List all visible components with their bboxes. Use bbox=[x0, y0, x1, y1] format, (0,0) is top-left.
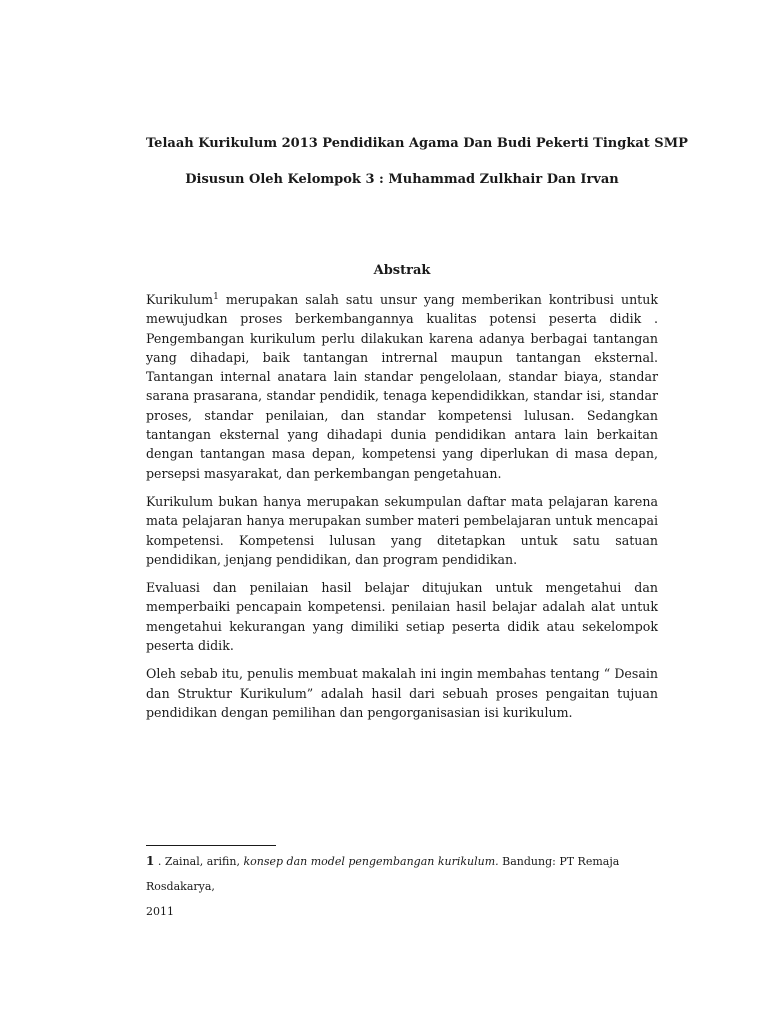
abstract-body bbox=[146, 290, 658, 731]
footnote-number: 1 bbox=[146, 854, 155, 868]
abstract-paragraph-4: Oleh sebab itu, penulis membuat makalah ini ingin membahas tentang “ Desain dan Struktur Kurikulum” adalah hasil dari sebuah proses pengaitan tujuan pendidikan dengan pemilihan dan pengorganisasian isi kurikulum. bbox=[146, 666, 658, 720]
paragraph-text: merupakan salah satu unsur yang memberikan kontribusi untuk mewujudkan proses berkembangannya kualitas potensi peserta didik . Pengembangan kurikulum perlu dilakukan karena adanya berbagai tantangan yang dihadapi, baik tantangan intrernal maupun tantangan eksternal. Tantangan internal anatara lain standar pengelolaan, standar biaya, standar sarana prasarana, standar pendidik, tenaga kependidikkan, standar isi, standar proses, standar penilaian, dan standar kompetensi lulusan. Sedangkan tantangan eksternal yang dihadapi dunia pendidikan antara lain berkaitan dengan tantangan masa depan, kompetensi yang diperlukan di masa depan, persepsi masyarakat, dan perkembangan pengetahuan. bbox=[146, 292, 658, 481]
document-authors: Disusun Oleh Kelompok 3 : Muhammad Zulkhair Dan Irvan bbox=[185, 172, 619, 187]
footnote-reference: 1 bbox=[213, 292, 219, 302]
abstract-paragraph-1 bbox=[146, 290, 658, 483]
footnote bbox=[146, 849, 658, 924]
abstract-paragraph-3: Evaluasi dan penilaian hasil belajar ditujukan untuk mengetahui dan memperbaiki pencapain kompetensi. penilaian hasil belajar adalah alat untuk mengetahui kekurangan yang dimiliki setiap peserta didik atau sekelompok peserta didik. bbox=[146, 580, 658, 654]
footnote-lead: . Zainal, arifin, bbox=[154, 855, 244, 868]
abstract-heading: Abstrak bbox=[373, 263, 431, 278]
footnote-publisher: Bandung: PT Remaja Rosdakarya, bbox=[146, 855, 620, 893]
footnote-book-title: konsep dan model pengembangan kurikulum. bbox=[243, 855, 499, 868]
document-title: Telaah Kurikulum 2013 Pendidikan Agama Dan Budi Pekerti Tingkat SMP bbox=[146, 136, 688, 151]
footnote-line-1 bbox=[146, 849, 658, 899]
abstract-paragraph-2: Kurikulum bukan hanya merupakan sekumpulan daftar mata pelajaran karena mata pelajaran hanya merupakan sumber materi pembelajaran untuk mencapai kompetensi. Kompetensi lulusan yang ditetapkan untuk satu satuan pendidikan, jenjang pendidikan, dan program pendidikan. bbox=[146, 493, 658, 567]
paragraph-lead-word: Kurikulum bbox=[146, 292, 214, 307]
footnote-divider bbox=[146, 845, 276, 846]
footnote-year: 2011 bbox=[146, 905, 174, 918]
